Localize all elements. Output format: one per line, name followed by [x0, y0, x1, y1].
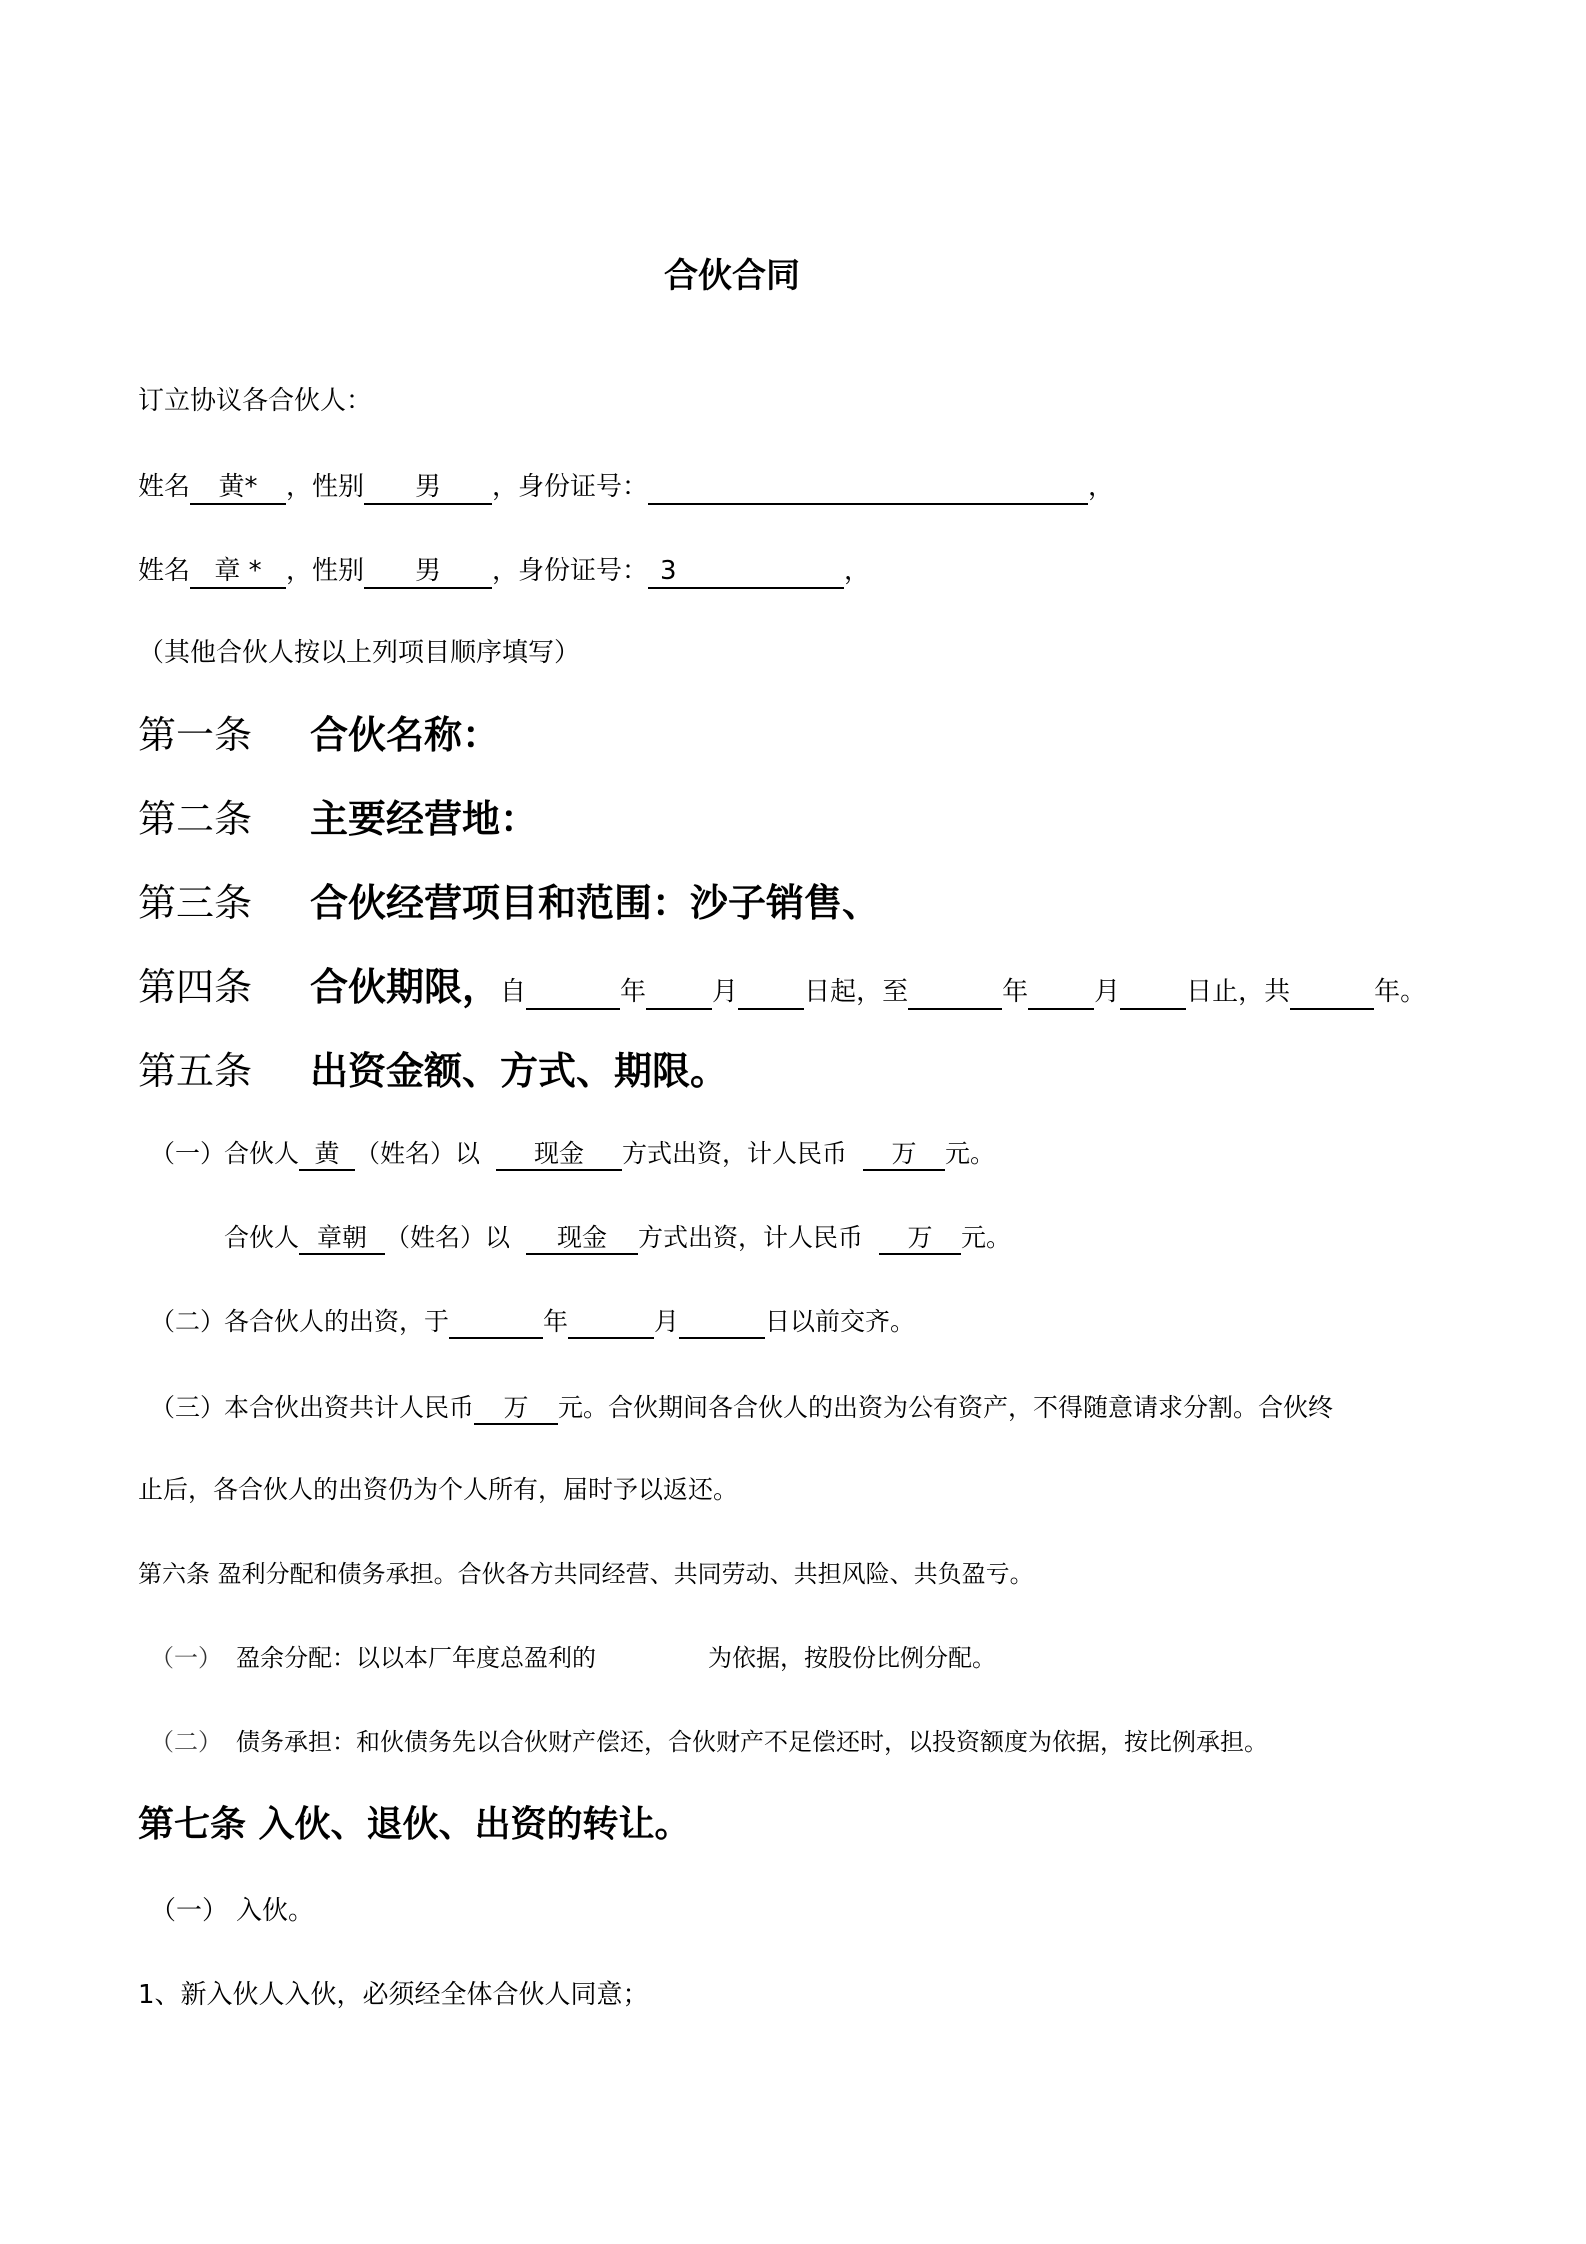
total-contribution: [150, 1388, 1333, 1425]
article-5: [138, 1040, 728, 1095]
article-4: [138, 956, 1426, 1011]
article-7: 第七条 入伙、退伙、出资的转让。: [138, 1804, 691, 1845]
partner-row-2: [138, 550, 870, 589]
article-title: 合伙经营项目和范围：沙子销售、: [310, 881, 881, 925]
year-text: 年: [543, 1307, 569, 1336]
total-text: 本合伙出资共计人民币: [224, 1393, 475, 1422]
article-6: 第六条 盈利分配和债务承担。合伙各方共同经营、共同劳动、共担风险、共负盈亏。: [138, 1560, 1034, 1588]
partner-row-1: [138, 466, 1114, 505]
page-title: 合伙合同: [664, 256, 800, 296]
month-text: 月: [712, 977, 739, 1007]
article-title: 主要经营地：: [310, 797, 539, 841]
partner-name: 黄*: [190, 473, 286, 505]
method: 现金: [526, 1224, 638, 1255]
total-contribution-cont: 止后，各合伙人的出资仍为个人所有，届时予以返还。: [138, 1475, 739, 1504]
rest-text: 方式出资，计人民币: [638, 1223, 864, 1252]
partner-id: [648, 473, 1088, 505]
id-label: ，身份证号：: [492, 556, 649, 586]
method: 现金: [496, 1140, 622, 1171]
unit-text: 元。: [945, 1139, 996, 1168]
blank-years: [1290, 978, 1374, 1010]
amount: 万: [474, 1394, 558, 1425]
deadline-text: 各合伙人的出资，于: [224, 1307, 450, 1336]
partner-text: 合伙人: [224, 1223, 300, 1252]
article-label: 第二条: [138, 797, 253, 841]
admission-rule-1: 1、新入伙人入伙，必须经全体合伙人同意；: [138, 1980, 649, 2010]
article-label: 第一条: [138, 713, 253, 757]
year-text: 年: [620, 977, 647, 1007]
day-from-text: 日起，至: [804, 977, 909, 1007]
years-end-text: 年。: [1374, 977, 1427, 1007]
amount: 万: [863, 1140, 945, 1171]
contribution-row-1: [150, 1134, 995, 1171]
item-number: （三）: [150, 1393, 226, 1422]
name-text: （姓名）以: [355, 1139, 481, 1168]
blank-year: [449, 1308, 543, 1339]
note-line: （其他合伙人按以上列项目顺序填写）: [138, 638, 581, 668]
gender-label: ，性别: [286, 472, 365, 502]
article-1: [138, 704, 500, 759]
profit-text-2: 为依据，按股份比例分配。: [708, 1644, 996, 1672]
year-text: 年: [1002, 977, 1029, 1007]
day-to-text: 日止，共: [1186, 977, 1291, 1007]
blank-day-to: [1120, 978, 1186, 1010]
article-label: 第三条: [138, 881, 253, 925]
blank-day: [679, 1308, 765, 1339]
blank-year: [526, 978, 620, 1010]
article-title: 合伙名称：: [310, 713, 501, 757]
id-label: ，身份证号：: [492, 472, 649, 502]
profit-text: 盈余分配：以以本厂年度总盈利的: [236, 1644, 596, 1672]
debt-bearing: [150, 1722, 1268, 1757]
name-label: 姓名: [138, 556, 191, 586]
total-text-2: 元。合伙期间各合伙人的出资为公有资产，不得随意请求分割。合伙终: [558, 1393, 1334, 1422]
blank-month: [646, 978, 712, 1010]
partner-gender: 男: [364, 473, 492, 505]
comma: ，: [1088, 472, 1115, 502]
profit-distribution: [150, 1638, 996, 1673]
gender-label: ，性别: [286, 556, 365, 586]
partner-name: 章 *: [190, 557, 286, 589]
amount: 万: [879, 1224, 961, 1255]
blank-day: [738, 978, 804, 1010]
partner-id: 3: [648, 557, 844, 589]
name-label: 姓名: [138, 472, 191, 502]
item-number: （一）: [150, 1139, 226, 1168]
admission-text: 入伙。: [236, 1896, 315, 1926]
month-text: 月: [654, 1307, 680, 1336]
day-text: 日以前交齐。: [765, 1307, 916, 1336]
contribution-row-2: [224, 1218, 1011, 1255]
article-2: [138, 788, 538, 843]
article-title: 出资金额、方式、期限。: [310, 1049, 729, 1093]
rest-text: 方式出资，计人民币: [622, 1139, 848, 1168]
blank-year-to: [908, 978, 1002, 1010]
blank-month-to: [1028, 978, 1094, 1010]
item-number: （一）: [150, 1644, 222, 1672]
partner-gender: 男: [364, 557, 492, 589]
blank-month: [568, 1308, 654, 1339]
partner-name: 章朝: [299, 1224, 385, 1255]
item-number: （一）: [150, 1896, 229, 1926]
comma: ，: [844, 556, 871, 586]
name-text: （姓名）以: [385, 1223, 511, 1252]
contribution-deadline: [150, 1302, 915, 1339]
debt-text: 债务承担：和伙债务先以合伙财产偿还，合伙财产不足偿还时，以投资额度为依据，按比例承担。: [236, 1728, 1268, 1756]
month-text: 月: [1094, 977, 1121, 1007]
partner-name: 黄: [299, 1140, 355, 1171]
item-number: （二）: [150, 1307, 226, 1336]
article-label: 第五条: [138, 1049, 253, 1093]
article-label: 第四条: [138, 965, 253, 1009]
admission-heading: [150, 1890, 314, 1927]
unit-text: 元。: [961, 1223, 1012, 1252]
article-3: [138, 872, 880, 927]
item-number: （二）: [150, 1728, 222, 1756]
partner-text: 合伙人: [224, 1139, 300, 1168]
article-title: 合伙期限，: [310, 965, 501, 1009]
from-text: 自: [500, 977, 527, 1007]
intro-line: 订立协议各合伙人：: [138, 386, 373, 416]
